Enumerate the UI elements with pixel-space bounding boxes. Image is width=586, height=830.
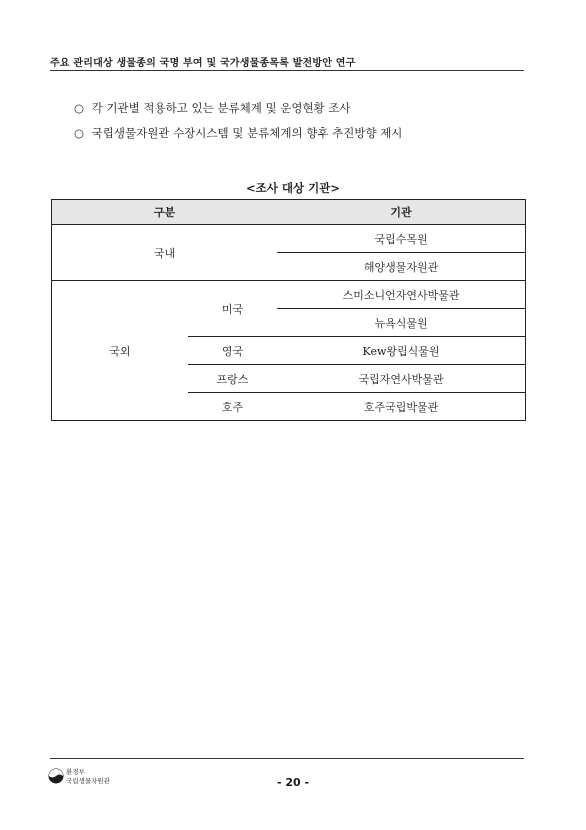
running-header: 주요 관리대상 생물종의 국명 부여 및 국가생물종목록 발전방안 연구 xyxy=(50,58,356,69)
country-cell: 호주 xyxy=(188,393,277,421)
country-cell: 프랑스 xyxy=(188,365,277,393)
institution-cell: Kew왕립식물원 xyxy=(277,337,525,365)
institution-cell: 해양생물자원관 xyxy=(277,253,525,281)
country-cell: 미국 xyxy=(188,281,277,337)
table-caption: <조사 대상 기관> xyxy=(246,181,340,195)
ministry-line: 국립생물자원관 xyxy=(66,777,110,785)
institution-cell: 호주국립박물관 xyxy=(277,393,525,421)
bullet-item xyxy=(74,100,351,116)
bullet-mark: ○ xyxy=(74,126,85,140)
category-overseas: 국외 xyxy=(52,281,188,421)
footer-rule xyxy=(50,758,524,759)
country-cell: 영국 xyxy=(188,337,277,365)
bullet-text: 국립생물자원관 수장시스템 및 분류체계의 향후 추진방향 제시 xyxy=(91,126,403,140)
institution-cell: 스미소니언자연사박물관 xyxy=(277,281,525,309)
survey-institutions-table xyxy=(51,199,526,421)
ministry-line: 환경부 xyxy=(66,768,85,776)
category-domestic: 국내 xyxy=(52,225,278,281)
bullet-item xyxy=(74,125,402,141)
header-rule xyxy=(50,70,524,71)
institution-cell: 국립수목원 xyxy=(277,225,525,253)
bullet-mark: ○ xyxy=(74,101,85,115)
page-number: - 20 - xyxy=(276,776,310,789)
institution-cell: 뉴욕식물원 xyxy=(277,309,525,337)
header-category: 구분 xyxy=(52,200,278,225)
header-institution: 기관 xyxy=(277,200,525,225)
bullet-text: 각 기관별 적용하고 있는 분류체계 및 운영현황 조사 xyxy=(91,101,351,115)
institution-cell: 국립자연사박물관 xyxy=(277,365,525,393)
